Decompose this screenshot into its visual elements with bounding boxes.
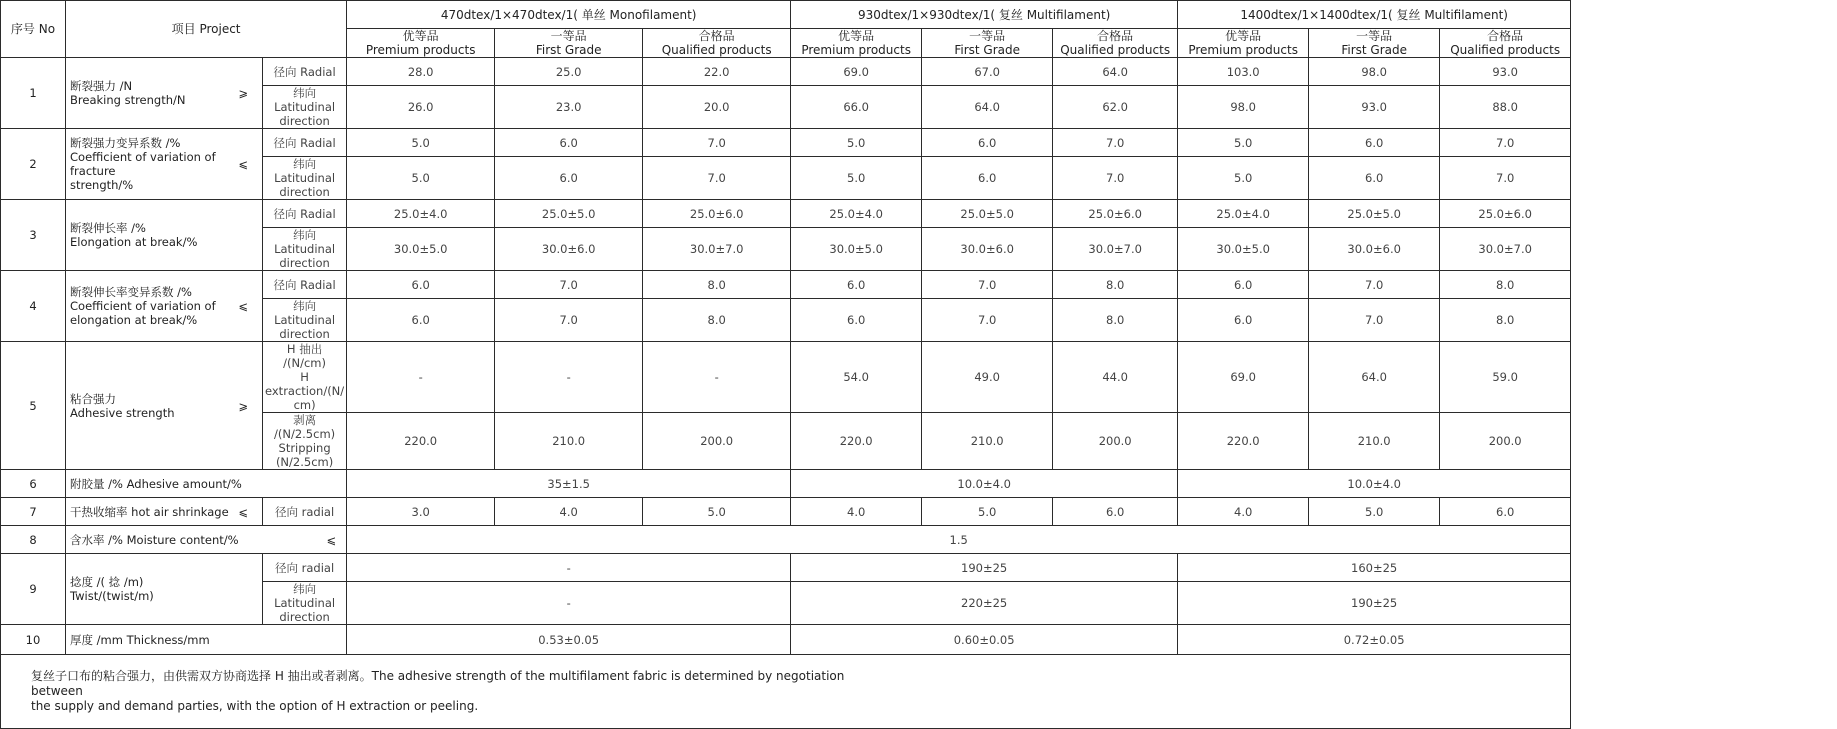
row-number: 3 — [1, 200, 66, 271]
value-cell: 26.0 — [347, 86, 495, 129]
value-cell: 25.0±5.0 — [1309, 200, 1440, 228]
value-cell: 25.0±5.0 — [922, 200, 1053, 228]
value-cell: 7.0 — [922, 299, 1053, 342]
value-cell: 190±25 — [1178, 582, 1571, 625]
item-label: 断裂伸长率 /% Elongation at break/% — [66, 200, 263, 271]
value-cell: 220.0 — [1178, 413, 1309, 470]
value-cell: 6.0 — [495, 157, 643, 200]
value-cell: 30.0±5.0 — [791, 228, 922, 271]
grade-header: 优等品 Premium products — [791, 29, 922, 58]
value-cell: 8.0 — [1053, 271, 1178, 299]
value-cell: 103.0 — [1178, 58, 1309, 86]
value-cell: 35±1.5 — [347, 470, 791, 498]
grade-header: 合格品 Qualified products — [1440, 29, 1571, 58]
value-cell: 66.0 — [791, 86, 922, 129]
value-cell: 25.0±6.0 — [1053, 200, 1178, 228]
value-cell: 69.0 — [1178, 342, 1309, 413]
value-cell: 6.0 — [347, 299, 495, 342]
value-cell: 6.0 — [791, 271, 922, 299]
value-cell: 6.0 — [791, 299, 922, 342]
direction-label: 径向 radial — [263, 498, 347, 526]
direction-label: 径向 Radial — [263, 129, 347, 157]
value-cell: - — [643, 342, 791, 413]
value-cell: 5.0 — [643, 498, 791, 526]
footnote — [1, 655, 1571, 729]
direction-label: 径向 Radial — [263, 271, 347, 299]
direction-label: 纬向 Latitudinal direction — [263, 157, 347, 200]
grade-header: 优等品 Premium products — [1178, 29, 1309, 58]
value-cell: 220.0 — [791, 413, 922, 470]
direction-label: 纬向 Latitudinal direction — [263, 582, 347, 625]
grade-header: 一等品 First Grade — [1309, 29, 1440, 58]
direction-label: 径向 Radial — [263, 58, 347, 86]
value-cell: 25.0±5.0 — [495, 200, 643, 228]
value-cell: 64.0 — [922, 86, 1053, 129]
value-cell: 25.0±6.0 — [1440, 200, 1571, 228]
value-cell: 7.0 — [1440, 157, 1571, 200]
value-cell: 30.0±7.0 — [643, 228, 791, 271]
value-cell: - — [347, 582, 791, 625]
value-cell: 7.0 — [1053, 129, 1178, 157]
value-cell: 6.0 — [1178, 299, 1309, 342]
value-cell: 7.0 — [495, 271, 643, 299]
table-row — [1, 470, 1571, 498]
table-row — [1, 498, 1571, 526]
value-cell: 1.5 — [347, 526, 1571, 554]
value-cell: 30.0±5.0 — [347, 228, 495, 271]
value-cell: 93.0 — [1440, 58, 1571, 86]
project-header: 项目 Project — [66, 1, 347, 58]
direction-label: H 抽出 /(N/cm) H extraction/(N/ cm) — [263, 342, 347, 413]
value-cell: 0.53±0.05 — [347, 625, 791, 655]
row-number: 1 — [1, 58, 66, 129]
footnote-line: 复丝子口布的粘合强力，由供需双方协商选择 H 抽出或者剥离。The adhesive strength of the multifilament fabric is determined by negotiation between — [31, 669, 845, 698]
value-cell: 3.0 — [347, 498, 495, 526]
direction-label: 纬向 Latitudinal direction — [263, 228, 347, 271]
item-label: 捻度 /( 捻 /m) Twist/(twist/m) — [66, 554, 263, 625]
value-cell: 8.0 — [1440, 299, 1571, 342]
value-cell: 0.72±0.05 — [1178, 625, 1571, 655]
value-cell: 7.0 — [643, 157, 791, 200]
table-row — [1, 526, 1571, 554]
row-number: 2 — [1, 129, 66, 200]
value-cell: 20.0 — [643, 86, 791, 129]
row-number: 5 — [1, 342, 66, 470]
value-cell: 30.0±7.0 — [1053, 228, 1178, 271]
value-cell: 64.0 — [1053, 58, 1178, 86]
value-cell: 8.0 — [1440, 271, 1571, 299]
value-cell: 5.0 — [791, 157, 922, 200]
value-cell: 6.0 — [1053, 498, 1178, 526]
value-cell: 25.0±4.0 — [791, 200, 922, 228]
le-symbol: ⩽ — [238, 504, 248, 519]
grade-header: 合格品 Qualified products — [1053, 29, 1178, 58]
value-cell: 22.0 — [643, 58, 791, 86]
group-header-930: 930dtex/1×930dtex/1( 复丝 Multifilament) — [791, 1, 1178, 29]
value-cell: 59.0 — [1440, 342, 1571, 413]
value-cell: 7.0 — [1309, 299, 1440, 342]
value-cell: 44.0 — [1053, 342, 1178, 413]
value-cell: 10.0±4.0 — [1178, 470, 1571, 498]
value-cell: 30.0±6.0 — [495, 228, 643, 271]
row-number: 8 — [1, 526, 66, 554]
le-symbol: ⩽ — [238, 157, 248, 171]
value-cell: 6.0 — [1440, 498, 1571, 526]
item-label: 附胶量 /% Adhesive amount/% — [66, 470, 347, 498]
value-cell: 200.0 — [1053, 413, 1178, 470]
value-cell: 88.0 — [1440, 86, 1571, 129]
row-number: 7 — [1, 498, 66, 526]
value-cell: 4.0 — [791, 498, 922, 526]
le-symbol: ⩽ — [326, 532, 337, 547]
value-cell: 6.0 — [1309, 129, 1440, 157]
value-cell: 7.0 — [643, 129, 791, 157]
value-cell: 7.0 — [1440, 129, 1571, 157]
value-cell: 93.0 — [1309, 86, 1440, 129]
value-cell: 5.0 — [922, 498, 1053, 526]
row-number: 6 — [1, 470, 66, 498]
value-cell: 25.0±4.0 — [1178, 200, 1309, 228]
direction-label: 纬向 Latitudinal direction — [263, 299, 347, 342]
value-cell: 25.0±4.0 — [347, 200, 495, 228]
item-label: 干热收缩率 hot air shrinkage ⩽ — [66, 498, 263, 526]
group-header-1400: 1400dtex/1×1400dtex/1( 复丝 Multifilament) — [1178, 1, 1571, 29]
table-row — [1, 342, 1571, 413]
value-cell: 7.0 — [922, 271, 1053, 299]
value-cell: 49.0 — [922, 342, 1053, 413]
value-cell: 28.0 — [347, 58, 495, 86]
direction-label: 纬向 Latitudinal direction — [263, 86, 347, 129]
direction-label: 剥离 /(N/2.5cm) Stripping (N/2.5cm) — [263, 413, 347, 470]
grade-header: 一等品 First Grade — [495, 29, 643, 58]
value-cell: 220±25 — [791, 582, 1178, 625]
direction-label: 径向 Radial — [263, 200, 347, 228]
item-label: 厚度 /mm Thickness/mm — [66, 625, 347, 655]
value-cell: 30.0±5.0 — [1178, 228, 1309, 271]
value-cell: 69.0 — [791, 58, 922, 86]
ge-symbol: ⩾ — [238, 86, 248, 100]
value-cell: 6.0 — [1309, 157, 1440, 200]
table-row — [1, 271, 1571, 299]
item-label: 含水率 /% Moisture content/% ⩽ — [66, 526, 347, 554]
value-cell: 62.0 — [1053, 86, 1178, 129]
value-cell: 0.60±0.05 — [791, 625, 1178, 655]
value-cell: 10.0±4.0 — [791, 470, 1178, 498]
value-cell: 5.0 — [1309, 498, 1440, 526]
footnote-line: the supply and demand parties, with the option of H extraction or peeling. — [31, 699, 479, 713]
value-cell: 23.0 — [495, 86, 643, 129]
value-cell: 25.0 — [495, 58, 643, 86]
value-cell: - — [347, 342, 495, 413]
value-cell: 67.0 — [922, 58, 1053, 86]
value-cell: 7.0 — [495, 299, 643, 342]
value-cell: 220.0 — [347, 413, 495, 470]
value-cell: 6.0 — [347, 271, 495, 299]
value-cell: 5.0 — [1178, 129, 1309, 157]
row-number: 10 — [1, 625, 66, 655]
value-cell: 54.0 — [791, 342, 922, 413]
value-cell: 25.0±6.0 — [643, 200, 791, 228]
table-row — [1, 129, 1571, 157]
value-cell: 210.0 — [922, 413, 1053, 470]
value-cell: 210.0 — [1309, 413, 1440, 470]
value-cell: 210.0 — [495, 413, 643, 470]
table-row — [1, 200, 1571, 228]
value-cell: 6.0 — [495, 129, 643, 157]
item-label: 断裂伸长率变异系数 /% Coefficient of variation of elongation at break/% ⩽ — [66, 271, 263, 342]
value-cell: 200.0 — [643, 413, 791, 470]
value-cell: 6.0 — [1178, 271, 1309, 299]
value-cell: 8.0 — [643, 271, 791, 299]
le-symbol: ⩽ — [238, 299, 248, 313]
value-cell: 98.0 — [1178, 86, 1309, 129]
value-cell: - — [495, 342, 643, 413]
value-cell: 190±25 — [791, 554, 1178, 582]
ge-symbol: ⩾ — [238, 398, 248, 413]
value-cell: 5.0 — [347, 129, 495, 157]
group-header-470: 470dtex/1×470dtex/1( 单丝 Monofilament) — [347, 1, 791, 29]
direction-label: 径向 radial — [263, 554, 347, 582]
grade-header: 合格品 Qualified products — [643, 29, 791, 58]
item-label: 断裂强力 /N Breaking strength/N ⩾ — [66, 58, 263, 129]
value-cell: - — [347, 554, 791, 582]
item-label: 断裂强力变异系数 /% Coefficient of variation of fracture strength/% ⩽ — [66, 129, 263, 200]
value-cell: 200.0 — [1440, 413, 1571, 470]
note-row — [1, 655, 1571, 729]
value-cell: 5.0 — [1178, 157, 1309, 200]
item-label: 粘合强力 Adhesive strength ⩾ — [66, 342, 263, 470]
value-cell: 7.0 — [1053, 157, 1178, 200]
value-cell: 64.0 — [1309, 342, 1440, 413]
value-cell: 4.0 — [1178, 498, 1309, 526]
value-cell: 4.0 — [495, 498, 643, 526]
value-cell: 30.0±6.0 — [1309, 228, 1440, 271]
value-cell: 8.0 — [643, 299, 791, 342]
table-row — [1, 554, 1571, 582]
value-cell: 5.0 — [791, 129, 922, 157]
value-cell: 6.0 — [922, 157, 1053, 200]
seq-header: 序号 No — [1, 1, 66, 58]
row-number: 9 — [1, 554, 66, 625]
value-cell: 5.0 — [347, 157, 495, 200]
row-number: 4 — [1, 271, 66, 342]
value-cell: 30.0±6.0 — [922, 228, 1053, 271]
grade-header: 优等品 Premium products — [347, 29, 495, 58]
table-row — [1, 625, 1571, 655]
value-cell: 8.0 — [1053, 299, 1178, 342]
value-cell: 30.0±7.0 — [1440, 228, 1571, 271]
table-row — [1, 58, 1571, 86]
value-cell: 6.0 — [922, 129, 1053, 157]
value-cell: 7.0 — [1309, 271, 1440, 299]
grade-header: 一等品 First Grade — [922, 29, 1053, 58]
value-cell: 98.0 — [1309, 58, 1440, 86]
value-cell: 160±25 — [1178, 554, 1571, 582]
